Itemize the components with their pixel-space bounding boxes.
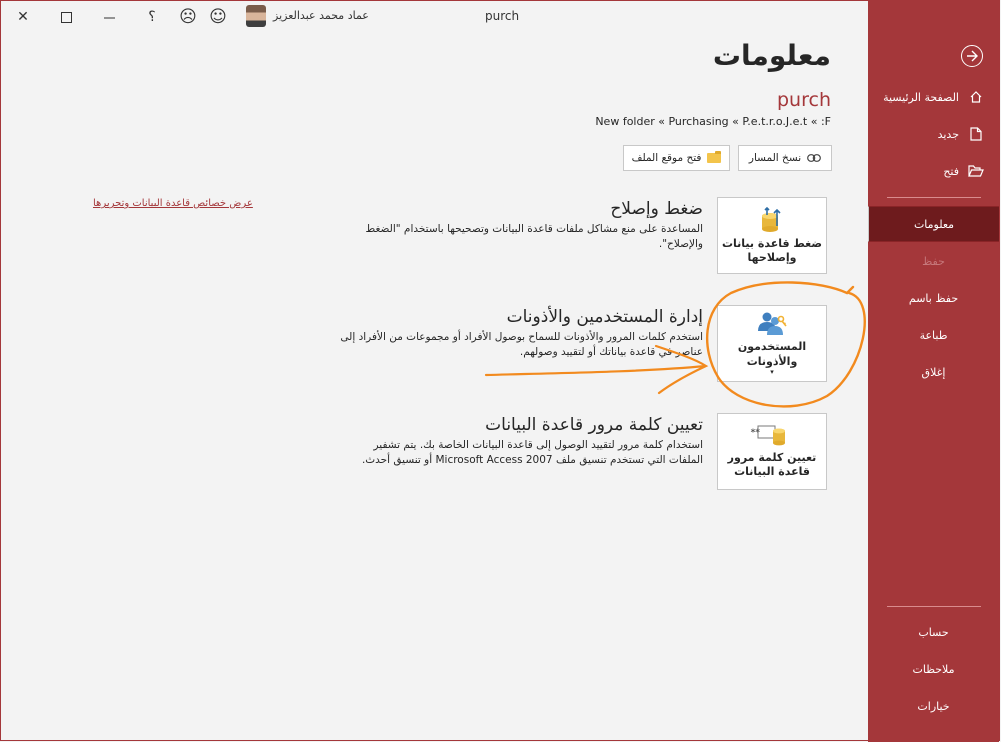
maximize-window-button[interactable]: [53, 5, 79, 29]
backstage-sidebar: [868, 1, 999, 742]
compact-repair-icon: [759, 206, 785, 234]
minimize-window-button[interactable]: [96, 5, 122, 29]
sidebar-item-print[interactable]: [868, 317, 999, 353]
sidebar-item-options[interactable]: [868, 688, 999, 724]
help-button[interactable]: [139, 5, 165, 29]
users-permissions-button[interactable]: [717, 305, 827, 382]
database-password-icon: [750, 424, 787, 448]
smile-icon: ☺: [209, 7, 227, 27]
open-file-location-button[interactable]: [623, 145, 730, 171]
new-document-icon: [967, 127, 985, 141]
compact-repair-label: ضغط قاعدة بيانات وإصلاحها: [721, 236, 823, 264]
sidebar-item-account[interactable]: [868, 614, 999, 650]
document-title: purch: [485, 9, 520, 23]
close-window-button[interactable]: [10, 5, 36, 29]
users-permissions-label: المستخدمون والأذونات: [737, 340, 807, 368]
send-frown-button[interactable]: [175, 5, 201, 29]
minimize-icon: [104, 12, 115, 23]
open-location-label: فتح موقع الملف: [631, 152, 702, 164]
sidebar-divider: [887, 197, 981, 198]
page-title: معلومات: [712, 39, 831, 72]
database-properties-link[interactable]: عرض خصائص قاعدة البيانات وتحريرها: [93, 198, 253, 209]
sidebar-item-label: طباعة: [919, 328, 948, 342]
home-icon: [967, 90, 985, 104]
sidebar-item-open[interactable]: [868, 153, 999, 189]
file-path: New folder « Purchasing « P.e.t.r.o.J.e.t « :F: [595, 115, 831, 128]
sidebar-item-label: ملاحظات: [912, 662, 955, 676]
encrypt-password-label: تعيين كلمة مرور قاعدة البيانات: [727, 450, 817, 478]
maximize-icon: [61, 12, 72, 23]
close-icon: ✕: [17, 9, 29, 25]
sidebar-item-label: خيارات: [917, 699, 950, 713]
sidebar-item-new[interactable]: [868, 116, 999, 152]
sidebar-divider: [887, 606, 981, 607]
title-bar: [1, 1, 869, 33]
sidebar-item-label: إغلاق: [921, 365, 946, 379]
users-permissions-icon: [756, 311, 788, 337]
sidebar-item-info[interactable]: [868, 206, 999, 242]
compact-repair-button[interactable]: [717, 197, 827, 274]
encrypt-password-description: استخدام كلمة مرور لتقييد الوصول إلى قاعدة البيانات الخاصة بك. يتم تشفير الملفات التي تستخدم تنسيق ملف Microsoft Access 2007 أو تنسيق أحدث.: [361, 439, 703, 467]
folder-icon: [707, 153, 721, 163]
chevron-down-icon: ▾: [770, 367, 774, 376]
users-permissions-title: إدارة المستخدمين والأذونات: [506, 307, 703, 327]
copy-path-button[interactable]: [738, 145, 832, 171]
file-name: purch: [777, 89, 831, 111]
copy-path-label: نسخ المسار: [748, 152, 802, 164]
sidebar-item-label: حساب: [918, 625, 949, 639]
sidebar-item-label: الصفحة الرئيسية: [883, 90, 959, 104]
users-permissions-description: استخدم كلمات المرور والأذونات للسماح بوصول الأفراد أو مجموعات من الأفراد إلى عناصر في قاعدة بياناتك أو لتقييد وصولهم.: [340, 331, 703, 359]
sidebar-item-close[interactable]: [868, 354, 999, 390]
sidebar-item-home[interactable]: [868, 79, 999, 115]
encrypt-password-button[interactable]: [717, 413, 827, 490]
sidebar-item-label: معلومات: [913, 217, 955, 231]
sidebar-item-label: حفظ باسم: [908, 291, 959, 305]
sidebar-item-save-as[interactable]: [868, 280, 999, 316]
sidebar-item-label: حفظ: [922, 254, 945, 268]
back-button[interactable]: [961, 45, 983, 67]
frown-icon: ☹: [179, 7, 197, 27]
info-panel: [1, 33, 869, 742]
sidebar-item-save: [868, 243, 999, 279]
encrypt-password-title: تعيين كلمة مرور قاعدة البيانات: [485, 415, 703, 435]
sidebar-item-label: جديد: [937, 127, 959, 141]
help-icon: ؟: [148, 9, 156, 25]
send-smile-button[interactable]: [205, 5, 231, 29]
compact-repair-title: ضغط وإصلاح: [610, 199, 703, 219]
svg-text:**: **: [750, 427, 760, 438]
back-arrow-icon: [966, 50, 978, 62]
avatar[interactable]: [246, 5, 266, 27]
sidebar-item-label: فتح: [943, 164, 959, 178]
link-icon: [807, 154, 821, 162]
compact-repair-description: المساعدة على منع مشاكل ملفات قاعدة البيانات وتصحيحها باستخدام "الضغط والإصلاح".: [365, 223, 703, 251]
user-name[interactable]: عماد محمد عبدالعزيز: [273, 9, 369, 22]
sidebar-item-feedback[interactable]: [868, 651, 999, 687]
open-folder-icon: [967, 165, 985, 177]
